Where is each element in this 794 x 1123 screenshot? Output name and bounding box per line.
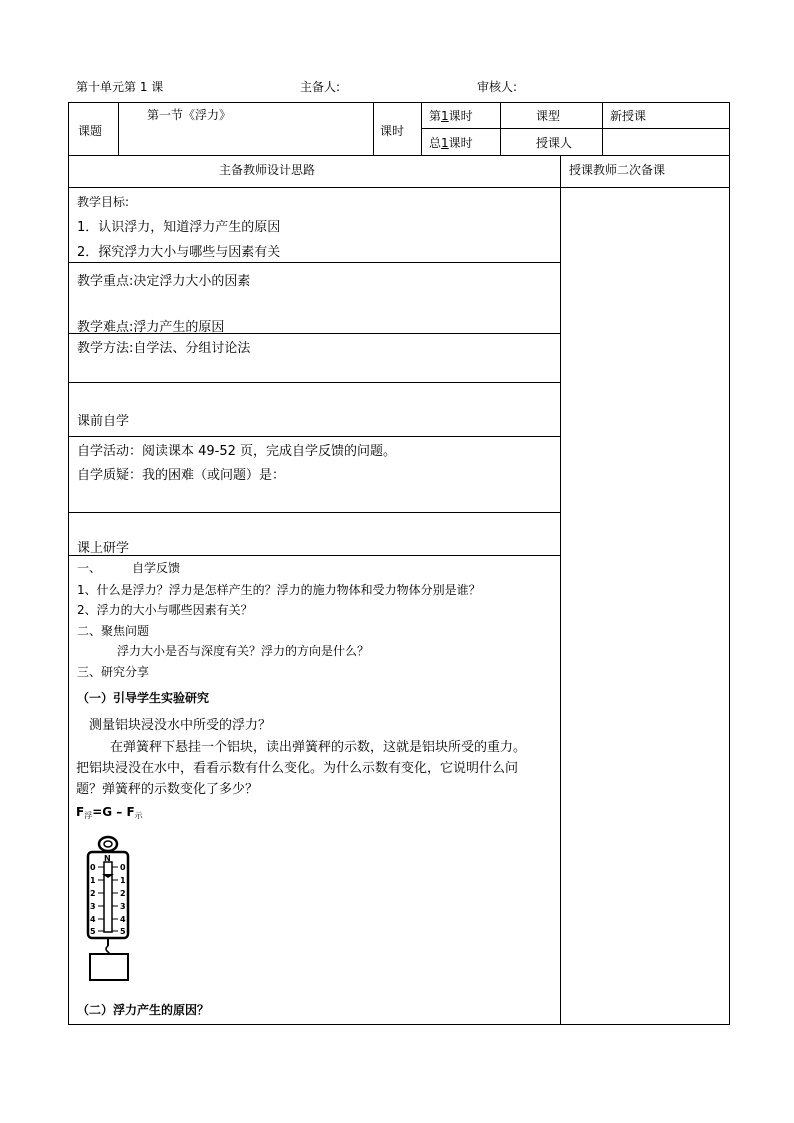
difficulty: 教学难点:浮力产生的原因: [77, 320, 225, 335]
inclass-heading: 课上研学: [77, 541, 130, 556]
objectives-label: 教学目标:: [77, 195, 130, 209]
scale-tick-label: 4: [90, 915, 96, 924]
scale-tick-label: 0: [90, 863, 96, 872]
objective-item: 1．认识浮力，知道浮力产生的原因: [77, 220, 281, 235]
subsection-one-title: （一）引导学生实验研究: [77, 691, 210, 705]
scale-tick-label: 0: [120, 863, 126, 872]
preparer-label: 主备人:: [300, 80, 341, 94]
subject-label: 课题: [78, 124, 103, 138]
self-study-activity: 自学活动：阅读课本 49-52 页，完成自学反馈的问题。: [77, 444, 397, 459]
key-point: 教学重点:决定浮力大小的因素: [77, 274, 251, 289]
scale-tick-label: 3: [90, 902, 96, 911]
subsection-two-title: （二）浮力产生的原因？: [77, 1003, 210, 1017]
question-1: 1、什么是浮力？浮力是怎样产生的？浮力的施力物体和受力物体分别是谁？: [77, 583, 481, 597]
subject-value: 第一节《浮力》: [147, 108, 232, 122]
scale-tick-label: 1: [120, 876, 126, 885]
period-total: 总1课时: [429, 136, 473, 150]
section-two-body: 浮力大小是否与深度有关？浮力的方向是什么？: [117, 644, 370, 658]
scale-hook-ring: [99, 837, 117, 851]
preclass-heading: 课前自学: [77, 414, 130, 429]
section-one-title: 自学反馈: [132, 561, 181, 575]
objective-item: 2．探究浮力大小与哪些与因素有关: [77, 245, 281, 260]
aluminum-block: [90, 954, 128, 980]
type-label: 课型: [536, 109, 561, 123]
scale-tick-label: 3: [120, 902, 126, 911]
paragraph-1: 测量铝块浸没水中所受的浮力？: [89, 718, 272, 733]
spring-scale-illustration: [84, 834, 134, 984]
scale-tick-label: 2: [90, 889, 96, 898]
section-two-title: 二、聚焦问题: [77, 624, 150, 638]
reviewer-label: 审核人:: [477, 80, 518, 94]
teaching-method: 教学方法:自学法、分组讨论法: [77, 341, 251, 356]
teacher-label: 授课人: [536, 136, 573, 150]
question-2: 2、浮力的大小与哪些因素有关？: [77, 603, 253, 617]
paragraph-2-line-2: 把铝块浸没在水中，看看示数有什么变化。为什么示数有变化，它说明什么问: [76, 761, 519, 776]
period-label: 课时: [380, 124, 405, 138]
scale-tick-label: 5: [90, 927, 96, 936]
section-one-number: 一、: [77, 561, 102, 575]
paragraph-2-line-3: 题？弹簧秤的示数变化了多少？: [76, 782, 259, 797]
scale-tick-label: 2: [120, 889, 126, 898]
section-three-title: 三、研究分享: [77, 665, 150, 679]
column-left-header: 主备教师设计思路: [219, 163, 316, 177]
column-right-header: 授课教师二次备课: [569, 163, 666, 177]
paragraph-2-line-1: 在弹簧秤下悬挂一个铝块，读出弹簧秤的示数，这就是铝块所受的重力。: [110, 740, 527, 755]
scale-tick-label: 5: [120, 927, 126, 936]
self-study-question: 自学质疑：我的困难（或问题）是：: [77, 468, 286, 483]
unit-title: 第十单元第 1 课: [76, 80, 164, 94]
period-current: 第1课时: [429, 109, 473, 123]
buoyancy-formula: $F_浮=G - F_示$: [76, 805, 143, 820]
scale-unit-label: N: [104, 854, 111, 863]
scale-tick-label: 4: [120, 915, 126, 924]
type-value: 新授课: [610, 109, 647, 123]
scale-tick-label: 1: [90, 876, 96, 885]
